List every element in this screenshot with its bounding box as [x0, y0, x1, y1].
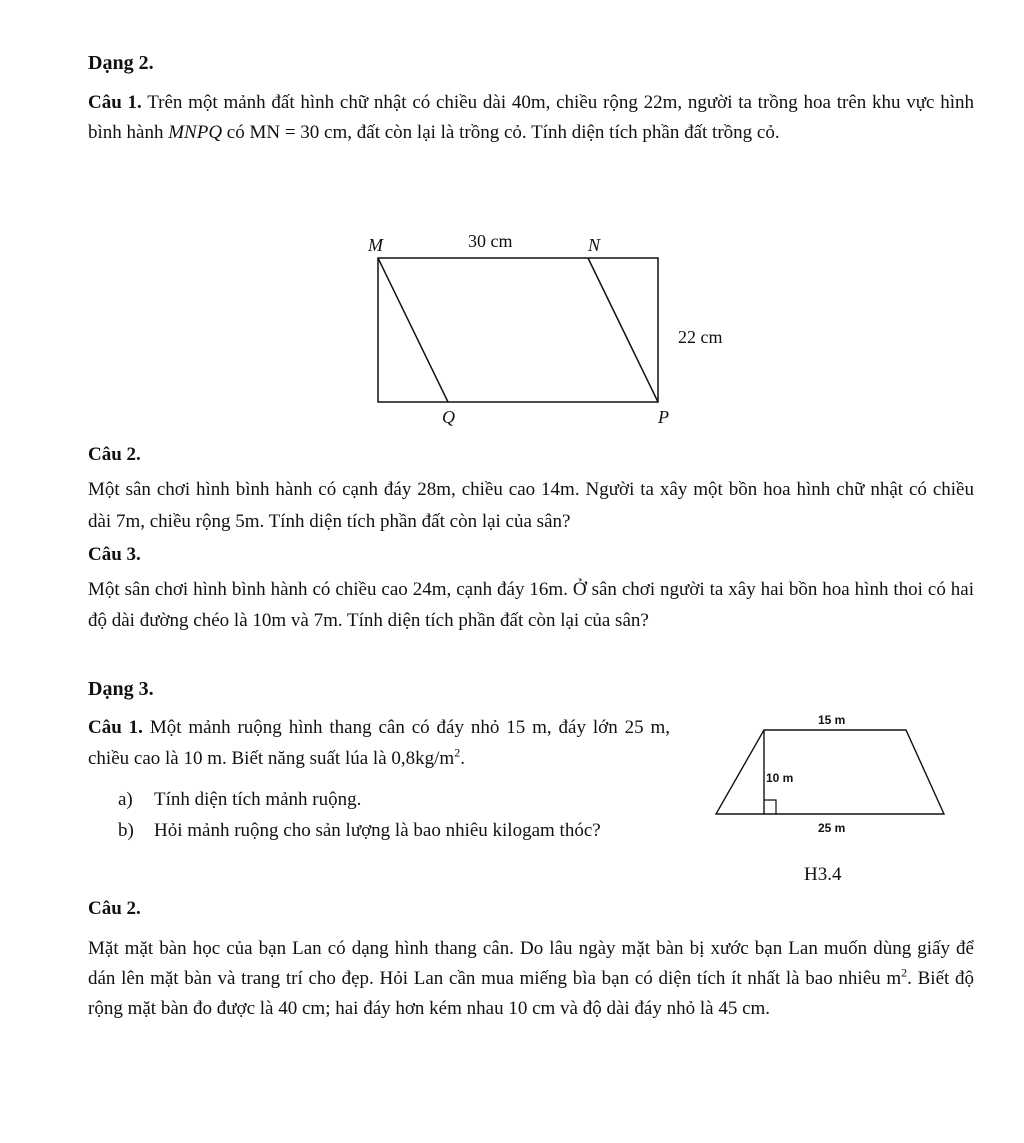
list-item	[118, 815, 678, 846]
parallelogram-figure	[340, 222, 760, 432]
vertex-label-q: Q	[442, 407, 455, 427]
vertex-label-m: M	[368, 235, 383, 255]
list-item-text: Hỏi mảnh ruộng cho sản lượng là bao nhiêu kilogam thóc?	[154, 820, 601, 841]
vertex-label-p: P	[658, 407, 669, 427]
dang3-question-1-items	[118, 784, 678, 846]
parallelogram-side-mq	[378, 258, 448, 402]
dang3-question-2	[88, 934, 974, 1024]
vertex-label-n: N	[588, 235, 601, 255]
bottom-base-label: 25 m	[818, 821, 846, 835]
side-length-label: 22 cm	[678, 327, 723, 347]
question-text-part: có MN = 30 cm, đất còn lại là trồng cỏ. Tính diện tích phần đất trồng cỏ.	[222, 122, 780, 143]
top-base-label: 15 m	[818, 713, 846, 727]
section-heading-dang3: Dạng 3.	[88, 678, 154, 700]
question-label: Câu 3.	[88, 544, 141, 565]
figure-caption: H3.4	[804, 864, 842, 885]
trapezoid-figure	[700, 700, 970, 890]
trapezoid-outline	[716, 730, 944, 814]
question-text-part: Mặt mặt bàn học của bạn Lan có dạng hình thang cân. Do lâu ngày mặt bàn bị xước bạn Lan muốn dùng giấy để dán lên mặt bàn và trang trí cho đẹp. Hỏi Lan cần mua miếng bìa bạn có diện tích ít nhất là bao nhiêu m	[88, 938, 974, 989]
list-marker: a)	[118, 789, 133, 810]
section-heading-dang2: Dạng 2.	[88, 52, 154, 74]
shape-name: MNPQ	[168, 122, 223, 143]
rectangle-outline	[378, 258, 658, 402]
question-label: Câu 2.	[88, 898, 141, 919]
question-text-part: Một mảnh ruộng hình thang cân có đáy nhỏ 15 m, đáy lớn 25 m, chiều cao là 10 m. Biết năng suất lúa là 0,8kg/m	[88, 717, 670, 769]
dang2-question-2-text: Một sân chơi hình bình hành có cạnh đáy 28m, chiều cao 14m. Người ta xây một bồn hoa hình chữ nhật có chiều dài 7m, chiều rộng 5m. Tính diện tích phần đất còn lại của sân?	[88, 479, 974, 532]
height-label: 10 m	[766, 771, 794, 785]
question-label: Câu 1.	[88, 717, 143, 738]
question-text-part: Trên một mảnh đất hình chữ nhật có chiều dài 40m, chiều rộng 22m, người ta trồng hoa trên khu vực hình bình hành	[88, 92, 974, 143]
superscript: 2	[901, 965, 908, 980]
question-label: Câu 2.	[88, 444, 141, 465]
question-text-part: . Biết độ rộng mặt bàn đo được là 40 cm; hai đáy hơn kém nhau 10 cm và độ dài đáy nhỏ là 45 cm.	[88, 968, 974, 1019]
question-label: Câu 1.	[88, 92, 142, 113]
dang2-question-3-text: Một sân chơi hình bình hành có chiều cao 24m, cạnh đáy 16m. Ở sân chơi người ta xây hai bồn hoa hình thoi có hai độ dài đường chéo là 10m và 7m. Tính diện tích phần đất còn lại của sân?	[88, 579, 974, 631]
list-item	[118, 784, 678, 815]
list-marker: b)	[118, 820, 134, 841]
list-item-text: Tính diện tích mảnh ruộng.	[154, 789, 362, 810]
top-length-label: 30 cm	[468, 231, 513, 251]
right-angle-mark	[764, 800, 776, 814]
superscript: 2	[454, 745, 461, 760]
question-text-part: .	[460, 748, 465, 769]
dang2-question-1	[88, 88, 974, 148]
dang3-question-1	[88, 712, 670, 774]
parallelogram-side-np	[588, 258, 658, 402]
